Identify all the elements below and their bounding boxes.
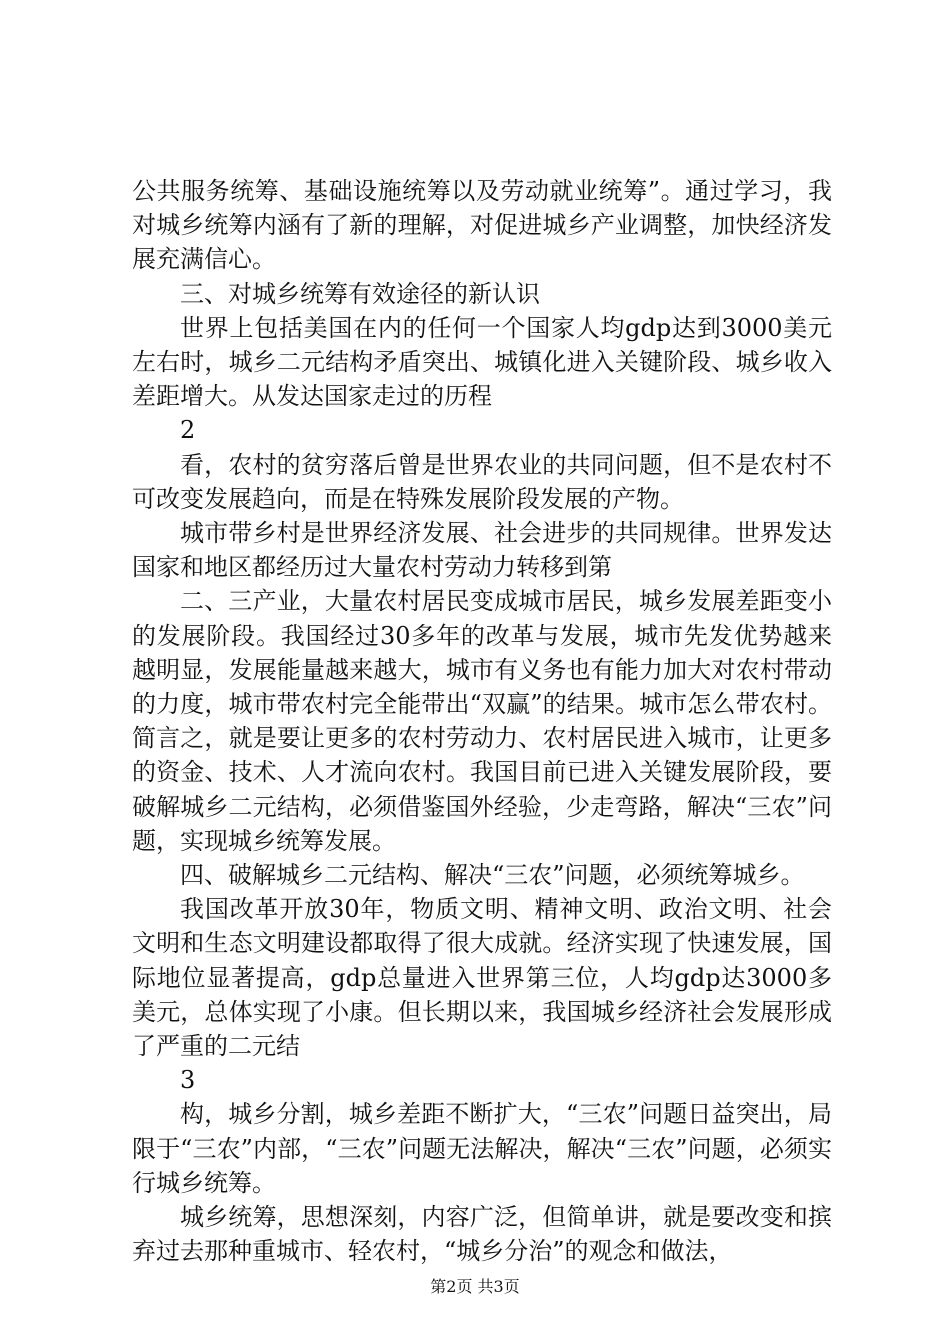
inline-page-number: 3 [180,1066,196,1095]
paragraph-continuation: 公共服务统筹、基础设施统筹以及劳动就业统筹”。通过学习，我对城乡统筹内涵有了新的理解，对促进城乡产业调整，加快经济发展充满信心。 [132,177,832,274]
document-body [132,174,832,1269]
paragraph: 城市带乡村是世界经济发展、社会进步的共同规律。世界发达国家和地区都经历过大量农村劳动力转移到第 [132,519,832,582]
paragraph: 二、三产业，大量农村居民变成城市居民，城乡发展差距变小的发展阶段。我国经过30多年的改革与发展，城市先发优势越来越明显，发展能量越来越大，城市有义务也有能力加大对农村带动的力度，城市带农村完全能带出“双赢”的结果。城市怎么带农村。简言之，就是要让更多的农村劳动力、农村居民进入城市，让更多的资金、技术、人才流向农村。我国目前已进入关键发展阶段，要破解城乡二元结构，必须借鉴国外经验，少走弯路，解决“三农”问题，实现城乡统筹发展。 [132,587,832,855]
paragraph: 世界上包括美国在内的任何一个国家人均gdp达到3000美元左右时，城乡二元结构矛盾突出、城镇化进入关键阶段、城乡收入差距增大。从发达国家走过的历程 [132,313,832,411]
section-heading-4: 四、破解城乡二元结构、解决“三农”问题，必须统筹城乡。 [180,861,805,890]
page-footer: 第2页 共3页 [430,1277,520,1296]
paragraph: 看，农村的贫穷落后曾是世界农业的共同问题，但不是农村不可改变发展趋向，而是在特殊发展阶段发展的产物。 [132,450,832,513]
paragraph: 构，城乡分割，城乡差距不断扩大，“三农”问题日益突出，局限于“三农”内部，“三农”问题无法解决，解决“三农”问题，必须实行城乡统筹。 [132,1100,832,1197]
paragraph: 城乡统筹，思想深刻，内容广泛，但简单讲，就是要改变和摈弃过去那种重城市、轻农村，“城乡分治”的观念和做法， [132,1203,832,1266]
section-heading-3: 三、对城乡统筹有效途径的新认识 [180,279,540,308]
paragraph: 我国改革开放30年，物质文明、精神文明、政治文明、社会文明和生态文明建设都取得了很大成就。经济实现了快速发展，国际地位显著提高，gdp总量进入世界第三位，人均gdp达3000多美元，总体实现了小康。但长期以来，我国城乡经济社会发展形成了严重的二元结 [132,895,832,1061]
inline-page-number: 2 [180,416,196,445]
